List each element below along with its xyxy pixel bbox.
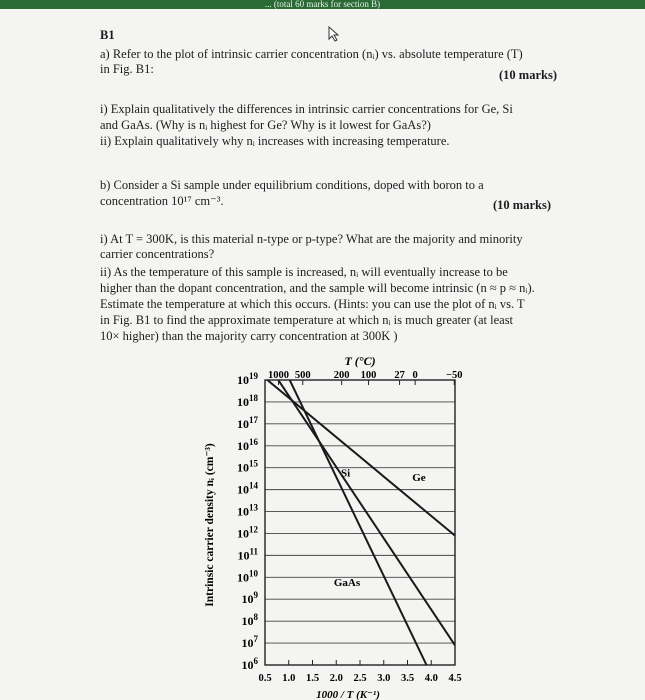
series-line-ge — [267, 380, 455, 536]
y-tick-label-1e9: $10^9$ — [241, 590, 258, 607]
part-b-i-line2: carrier concentrations? — [100, 247, 215, 261]
part-b-ii-line5: 10× higher) than the majority carry concentration at 300K ) — [100, 329, 398, 343]
y-tick-label-1e7: $10^7$ — [241, 634, 258, 651]
y-tick-label-1e13: $10^{13}$ — [237, 502, 258, 519]
top-tick-label: −50 — [445, 370, 463, 381]
x-tick-label: 4.5 — [448, 673, 462, 684]
chart-grid — [265, 402, 455, 643]
x-tick-label: 3.5 — [400, 673, 415, 684]
series-label-ge: Ge — [412, 471, 426, 484]
series-label-gaas: GaAs — [333, 577, 361, 590]
part-a-marks: (10 marks) — [499, 68, 557, 82]
y-tick-label-1e14: $10^{14}$ — [237, 480, 258, 497]
x-tick-label: 0.5 — [258, 673, 272, 684]
part-b-line1: b) Consider a Si sample under equilibrium conditions, doped with boron to a — [100, 178, 484, 192]
y-tick-label-1e11: $10^{11}$ — [237, 546, 258, 563]
top-tick-label: 27 — [394, 370, 405, 381]
part-b-ii-line3: Estimate the temperature at which this occurs. (Hints: you can use the plot of nᵢ vs. T — [100, 297, 525, 311]
x-tick-label: 1.5 — [305, 673, 320, 684]
part-b-i-line1: i) At T = 300K, is this material n-type or p-type? What are the majority and minority — [100, 232, 523, 246]
y-tick-label-1e6: $10^6$ — [241, 656, 258, 672]
plot-frame — [265, 380, 455, 665]
part-b-ii-line2: higher than the dopant concentration, and the sample will become intrinsic (n ≈ p ≈ nᵢ). — [100, 281, 535, 295]
top-tick-label: 1000 — [268, 370, 290, 381]
part-a-line1: a) Refer to the plot of intrinsic carrier concentration (nᵢ) vs. absolute temperature (T) — [100, 47, 523, 61]
top-tick-label: 500 — [294, 370, 311, 381]
question-number: B1 — [100, 28, 115, 42]
x-tick-label: 3.0 — [377, 673, 391, 684]
series-label-si: Si — [341, 467, 351, 480]
part-a-ii: ii) Explain qualitatively why nᵢ increases with increasing temperature. — [100, 134, 450, 148]
x-tick-label: 4.0 — [424, 673, 438, 684]
y-tick-label-1e10: $10^{10}$ — [237, 568, 258, 585]
y-tick-label-1e8: $10^8$ — [241, 612, 258, 629]
chart-series — [267, 380, 455, 665]
top-tick-label: 200 — [333, 370, 350, 381]
part-b-marks: (10 marks) — [493, 198, 551, 212]
x-tick-label: 1.0 — [282, 673, 296, 684]
x-tick-label: 2.0 — [329, 673, 343, 684]
y-tick-label-1e19: $10^{19}$ — [237, 371, 258, 387]
part-a-line2: in Fig. B1: — [100, 62, 154, 76]
y-tick-label-1e12: $10^{12}$ — [237, 524, 258, 541]
part-b-line2: concentration 10¹⁷ cm⁻³. — [100, 194, 224, 208]
y-tick-label-1e18: $10^{18}$ — [237, 392, 258, 409]
top-axis-title: T (°C) — [344, 354, 376, 368]
top-tick-label: 100 — [360, 370, 377, 381]
y-tick-label-1e16: $10^{16}$ — [237, 436, 258, 453]
y-axis-title: Intrinsic carrier density nᵢ (cm⁻³) — [204, 443, 216, 607]
x-tick-label: 2.5 — [353, 673, 367, 684]
part-a-i-line1: i) Explain qualitatively the differences in intrinsic carrier concentrations for Ge, Si — [100, 102, 513, 116]
chart-ticks — [237, 370, 462, 684]
top-tick-label: 0 — [412, 370, 418, 381]
x-axis-title: 1000 / T (K⁻¹) — [316, 689, 380, 700]
part-a-i-line2: and GaAs. (Why is nᵢ highest for Ge? Why is it lowest for GaAs?) — [100, 118, 431, 132]
banner-text: ... (total 60 marks for section B) — [264, 0, 381, 9]
part-b-ii-line1: ii) As the temperature of this sample is increased, nᵢ will eventually increase to be — [100, 265, 508, 279]
series-line-gaas — [290, 380, 427, 665]
part-b-ii-line4: in Fig. B1 to find the approximate temperature at which nᵢ is much greater (at least — [100, 313, 514, 327]
y-tick-label-1e15: $10^{15}$ — [237, 458, 258, 475]
y-tick-label-1e17: $10^{17}$ — [237, 414, 258, 431]
